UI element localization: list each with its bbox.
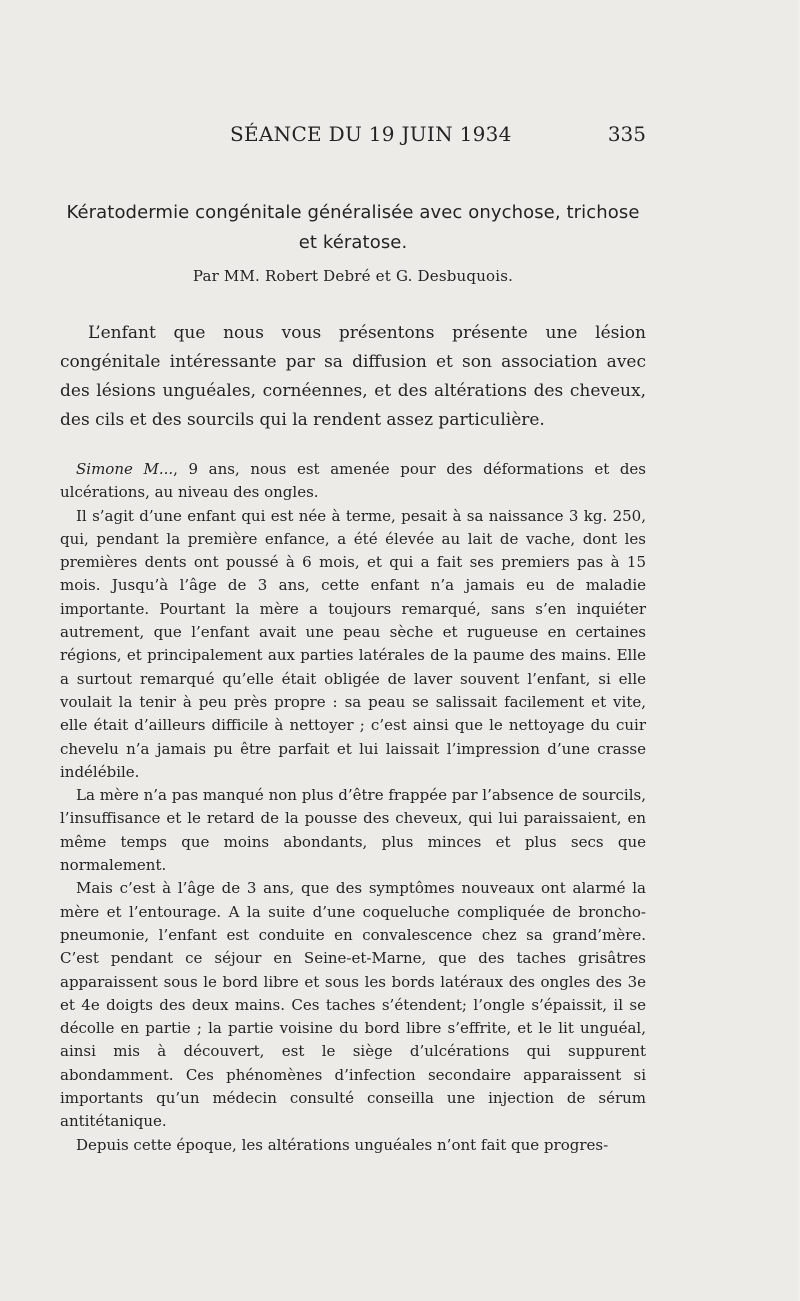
body-paragraph-3: La mère n’a pas manqué non plus d’être frappée par l’absence de sourcils, l’insuffisance et le retard de la pousse des cheveux, qui lui paraissaient, en même temps que moins abondants, plus minces et plus secs que normalement. bbox=[60, 786, 646, 875]
page-header bbox=[60, 122, 646, 152]
page-number: 335 bbox=[607, 122, 646, 146]
body-paragraph-4: Mais c’est à l’âge de 3 ans, que des symptômes nouveaux ont alarmé la mère et l’entourage. A la suite d’une coqueluche compliquée de broncho-pneumonie, l’enfant est conduite en convalescence chez sa grand’mère. C’est pendant ce séjour en Seine-et-Marne, que des taches grisâtres apparaissent sous le bord libre et sous les bords latéraux des ongles des 3e et 4e doigts des deux mains. Ces taches s’étendent; l’ongle s’épaissit, il se décolle en partie ; la partie voisine du bord libre s’effrite, et le lit unguéal, ainsi mis à découvert, est le siège d’ulcérations qui suppurent abondamment. Ces phénomènes d’infection secondaire apparaissent si importants qu’un médecin consulté conseilla une injection de sérum antitétanique. bbox=[60, 879, 646, 1131]
body-paragraph-1-text: , 9 ans, nous est amenée pour des déformations et des ulcérations, au niveau des ongles. bbox=[60, 460, 646, 502]
body-paragraph-1 bbox=[60, 458, 646, 505]
article-body bbox=[60, 458, 646, 1157]
article-title bbox=[60, 198, 646, 258]
body-paragraph-5: Depuis cette époque, les altérations unguéales n’ont fait que progres- bbox=[76, 1135, 609, 1154]
article-byline: Par MM. Robert Debré et G. Desbuquois. bbox=[192, 267, 514, 285]
body-paragraph-2: Il s’agit d’une enfant qui est née à terme, pesait à sa naissance 3 kg. 250, qui, pendant la première enfance, a été élevée au lait de vache, dont les premières dents ont poussé à 6 mois, et qui a fait ses premiers pas à 15 mois. Jusqu’à l’âge de 3 ans, cette enfant n’a jamais eu de maladie importante. Pourtant la mère a toujours remarqué, sans s’en inquiéter autrement, que l’enfant avait une peau sèche et rugueuse en certaines régions, et principalement aux parties latérales de la paume des mains. Elle a surtout remarqué qu’elle était obligée de laver souvent l’enfant, si elle voulait la tenir à peu près propre : sa peau se salissait facilement et vite, elle était d’ailleurs difficile à nettoyer ; c’est ainsi que le nettoyage du cuir chevelu n’a jamais pu être parfait et lui laissait l’impression d’une crasse indélébile. bbox=[60, 506, 646, 781]
session-header: SÉANCE DU 19 JUIN 1934 bbox=[230, 122, 512, 146]
patient-name: Simone M... bbox=[76, 460, 174, 478]
article-title-line-1: Kératodermie congénitale généralisée avec onychose, trichose bbox=[66, 202, 640, 223]
article-title-line-2: et kératose. bbox=[298, 232, 408, 253]
introduction-paragraph: L’enfant que nous vous présentons présente une lésion congénitale intéressante par sa diffusion et son association avec des lésions unguéales, cornéennes, et des altérations des cheveux, des cils et des sourcils qui la rendent assez particulière. bbox=[60, 323, 646, 430]
